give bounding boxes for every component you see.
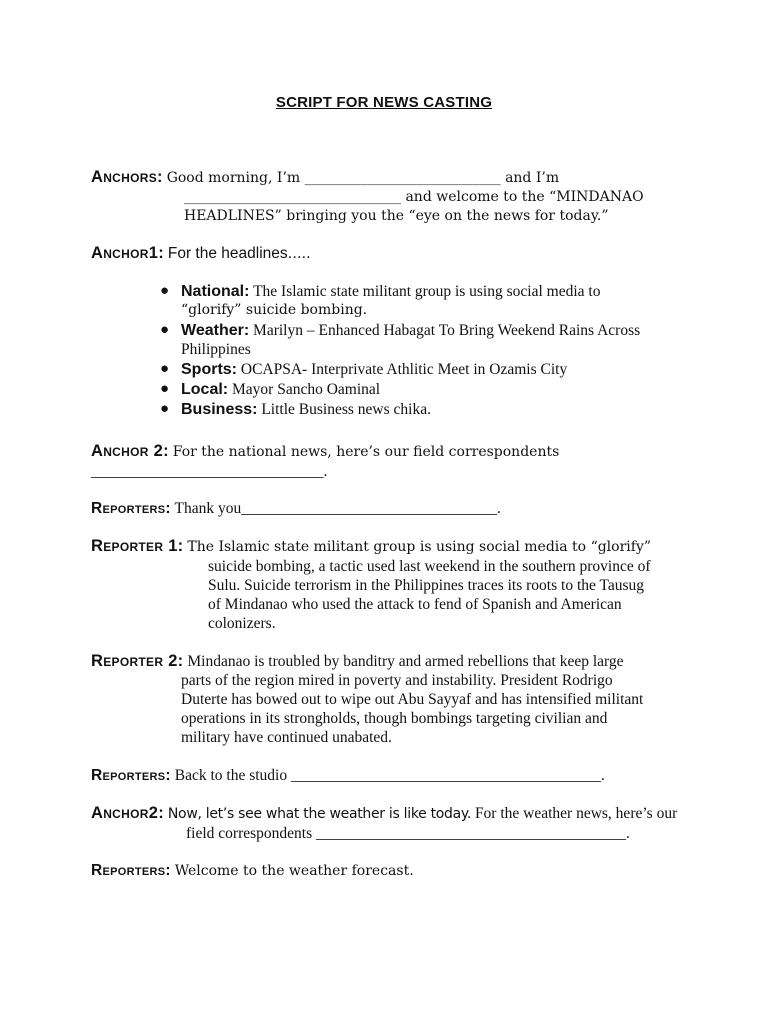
reporters-back-line: [91, 766, 691, 785]
document-title: SCRIPT FOR NEWS CASTING: [275, 94, 493, 111]
list-item: [158, 380, 698, 399]
list-item: [158, 321, 698, 359]
anchor1-line: [91, 244, 691, 264]
speaker-label: Reporters:: [91, 500, 171, 517]
list-item: [158, 360, 698, 379]
speaker-label: Reporters:: [91, 862, 171, 879]
headline-text: Little Business news chika.: [261, 401, 431, 418]
anchor2-line: [91, 442, 691, 481]
reporter2-line-2: parts of the region mired in poverty and instability. President Rodrigo: [181, 672, 613, 689]
anchors-line-3: HEADLINES” bringing you the “eye on the news for today.”: [184, 208, 609, 224]
reporter2-line-5: military have continued unabated.: [181, 729, 392, 746]
anchor2-line-1: For the national news, here’s our field correspondents: [172, 444, 560, 460]
reporters-thanks-text: Thank you_________________________________.: [174, 500, 501, 517]
anchor2-weather-line-2: field correspondents ________________________________________.: [186, 825, 630, 842]
reporter2-line-1: Mindanao is troubled by banditry and armed rebellions that keep large: [187, 653, 624, 670]
anchors-line-2: _______________________________ and welcome to the “MINDANAO: [184, 189, 644, 205]
bullet-icon: ●: [160, 381, 170, 397]
anchors-intro: [91, 168, 691, 226]
headline-text-cont: Philippines: [181, 341, 251, 358]
headline-label: Business:: [181, 401, 258, 418]
reporter2-paragraph: [91, 652, 691, 747]
headline-label: Local:: [181, 381, 229, 398]
headline-label: National:: [181, 283, 250, 300]
speaker-label: Reporter 1:: [91, 537, 184, 555]
reporters-back-text: Back to the studio ________________________________________.: [174, 767, 605, 784]
speaker-label: Anchor2:: [91, 804, 164, 822]
reporters-welcome-text: Welcome to the weather forecast.: [174, 863, 414, 879]
bullet-icon: ●: [160, 322, 170, 338]
headline-label: Weather:: [181, 322, 250, 339]
list-item: [158, 282, 698, 320]
reporter2-line-4: operations in its strongholds, though bombings targeting civilian and: [181, 710, 608, 727]
anchor2-weather-line: [91, 804, 691, 843]
reporter1-line-3: Sulu. Suicide terrorism in the Philippines traces its roots to the Tausug: [208, 577, 645, 594]
reporter1-paragraph: [91, 537, 691, 633]
reporter1-line-2: suicide bombing, a tactic used last weekend in the southern province of: [208, 558, 651, 575]
anchors-line-1: Good morning, I’m ____________________________ and I’m: [166, 170, 560, 186]
reporter1-line-5: colonizers.: [208, 615, 276, 632]
headline-text-cont: “glorify” suicide bombing.: [181, 302, 368, 318]
list-item: [158, 400, 698, 419]
headline-label: Sports:: [181, 361, 237, 378]
anchor1-text: For the headlines: [167, 245, 288, 262]
bullet-icon: ●: [160, 283, 170, 299]
bullet-icon: ●: [160, 361, 170, 377]
reporters-welcome-line: [91, 861, 691, 881]
anchor2-weather-line-1b: For the weather news, here’s our: [474, 805, 678, 822]
speaker-label: Reporters:: [91, 767, 171, 784]
reporter2-line-3: Duterte has bowed out to wipe out Abu Sayyaf and has intensified militant: [181, 691, 644, 708]
headline-text: The Islamic state militant group is using social media to: [253, 283, 601, 300]
speaker-label: Anchors:: [91, 168, 163, 186]
reporter1-line-4: of Mindanao who used the attack to fend of Spanish and American: [208, 596, 622, 613]
reporter1-line-1: The Islamic state militant group is using social media to “glorify”: [187, 539, 652, 555]
headline-text: OCAPSA- Interprivate Athlitic Meet in Ozamis City: [240, 361, 568, 378]
headline-text: Marilyn – Enhanced Habagat To Bring Weekend Rains Across: [253, 322, 641, 339]
reporters-thanks-line: [91, 499, 691, 518]
headline-text: Mayor Sancho Oaminal: [232, 381, 381, 398]
speaker-label: Reporter 2:: [91, 652, 184, 670]
speaker-label: Anchor 2:: [91, 442, 169, 460]
anchor2-weather-line-1a: Now, let’s see what the weather is like today.: [167, 806, 472, 822]
anchor2-line-2: ______________________________.: [91, 463, 328, 480]
headlines-list: [158, 282, 698, 420]
bullet-icon: ●: [160, 401, 170, 417]
anchor1-dots: …..: [287, 246, 311, 262]
speaker-label: Anchor1:: [91, 244, 164, 262]
